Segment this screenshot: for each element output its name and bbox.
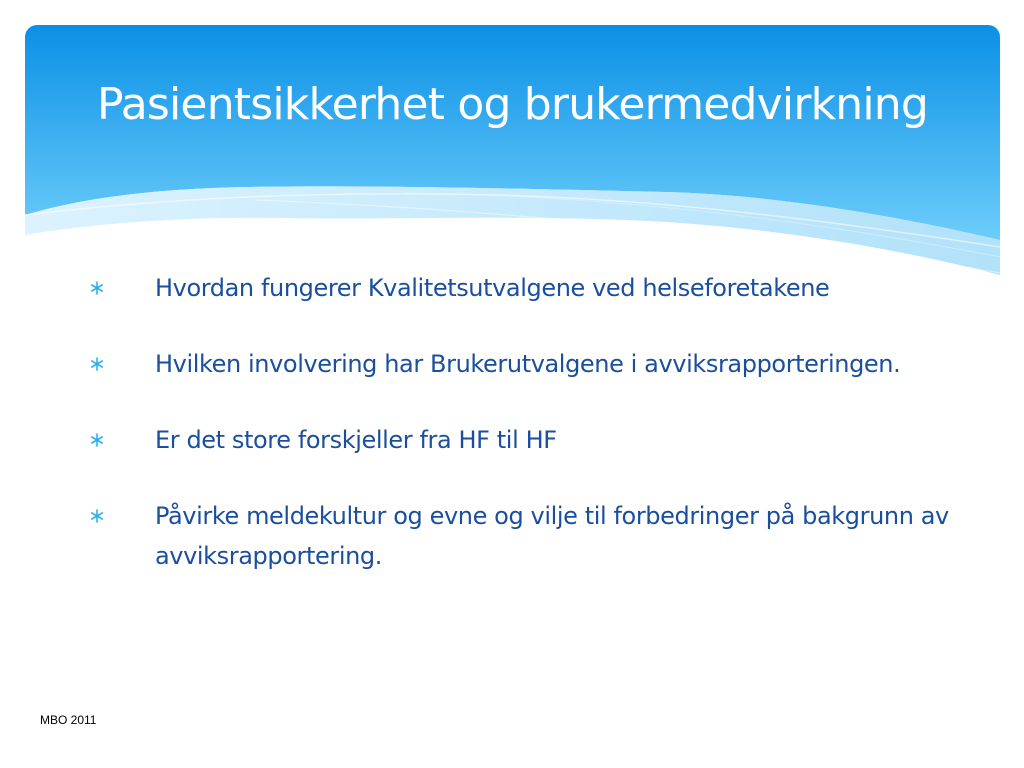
bullet-text: Hvilken involvering har Brukerutvalgene i avviksrapporteringen.: [155, 350, 901, 378]
bullet-item: [90, 420, 970, 460]
asterisk-icon: [90, 496, 155, 536]
slide-title: Pasientsikkerhet og brukermedvirkning: [96, 79, 929, 130]
bullet-item: [90, 268, 970, 308]
bullet-text: Påvirke meldekultur og evne og vilje til forbedringer på bakgrunn av avviksrapportering.: [155, 502, 949, 570]
asterisk-icon: [90, 420, 155, 460]
bullet-item: [90, 344, 970, 384]
bullet-list: [90, 268, 970, 576]
asterisk-icon: [90, 268, 155, 308]
header-wave-background: [25, 25, 1000, 275]
footer-text: MBO 2011: [40, 713, 97, 727]
asterisk-icon: [90, 344, 155, 384]
bullet-item: [90, 496, 970, 576]
bullet-text: Hvordan fungerer Kvalitetsutvalgene ved helseforetakene: [155, 274, 830, 302]
bullet-text: Er det store forskjeller fra HF til HF: [155, 426, 557, 454]
slide-header: [25, 25, 1000, 275]
